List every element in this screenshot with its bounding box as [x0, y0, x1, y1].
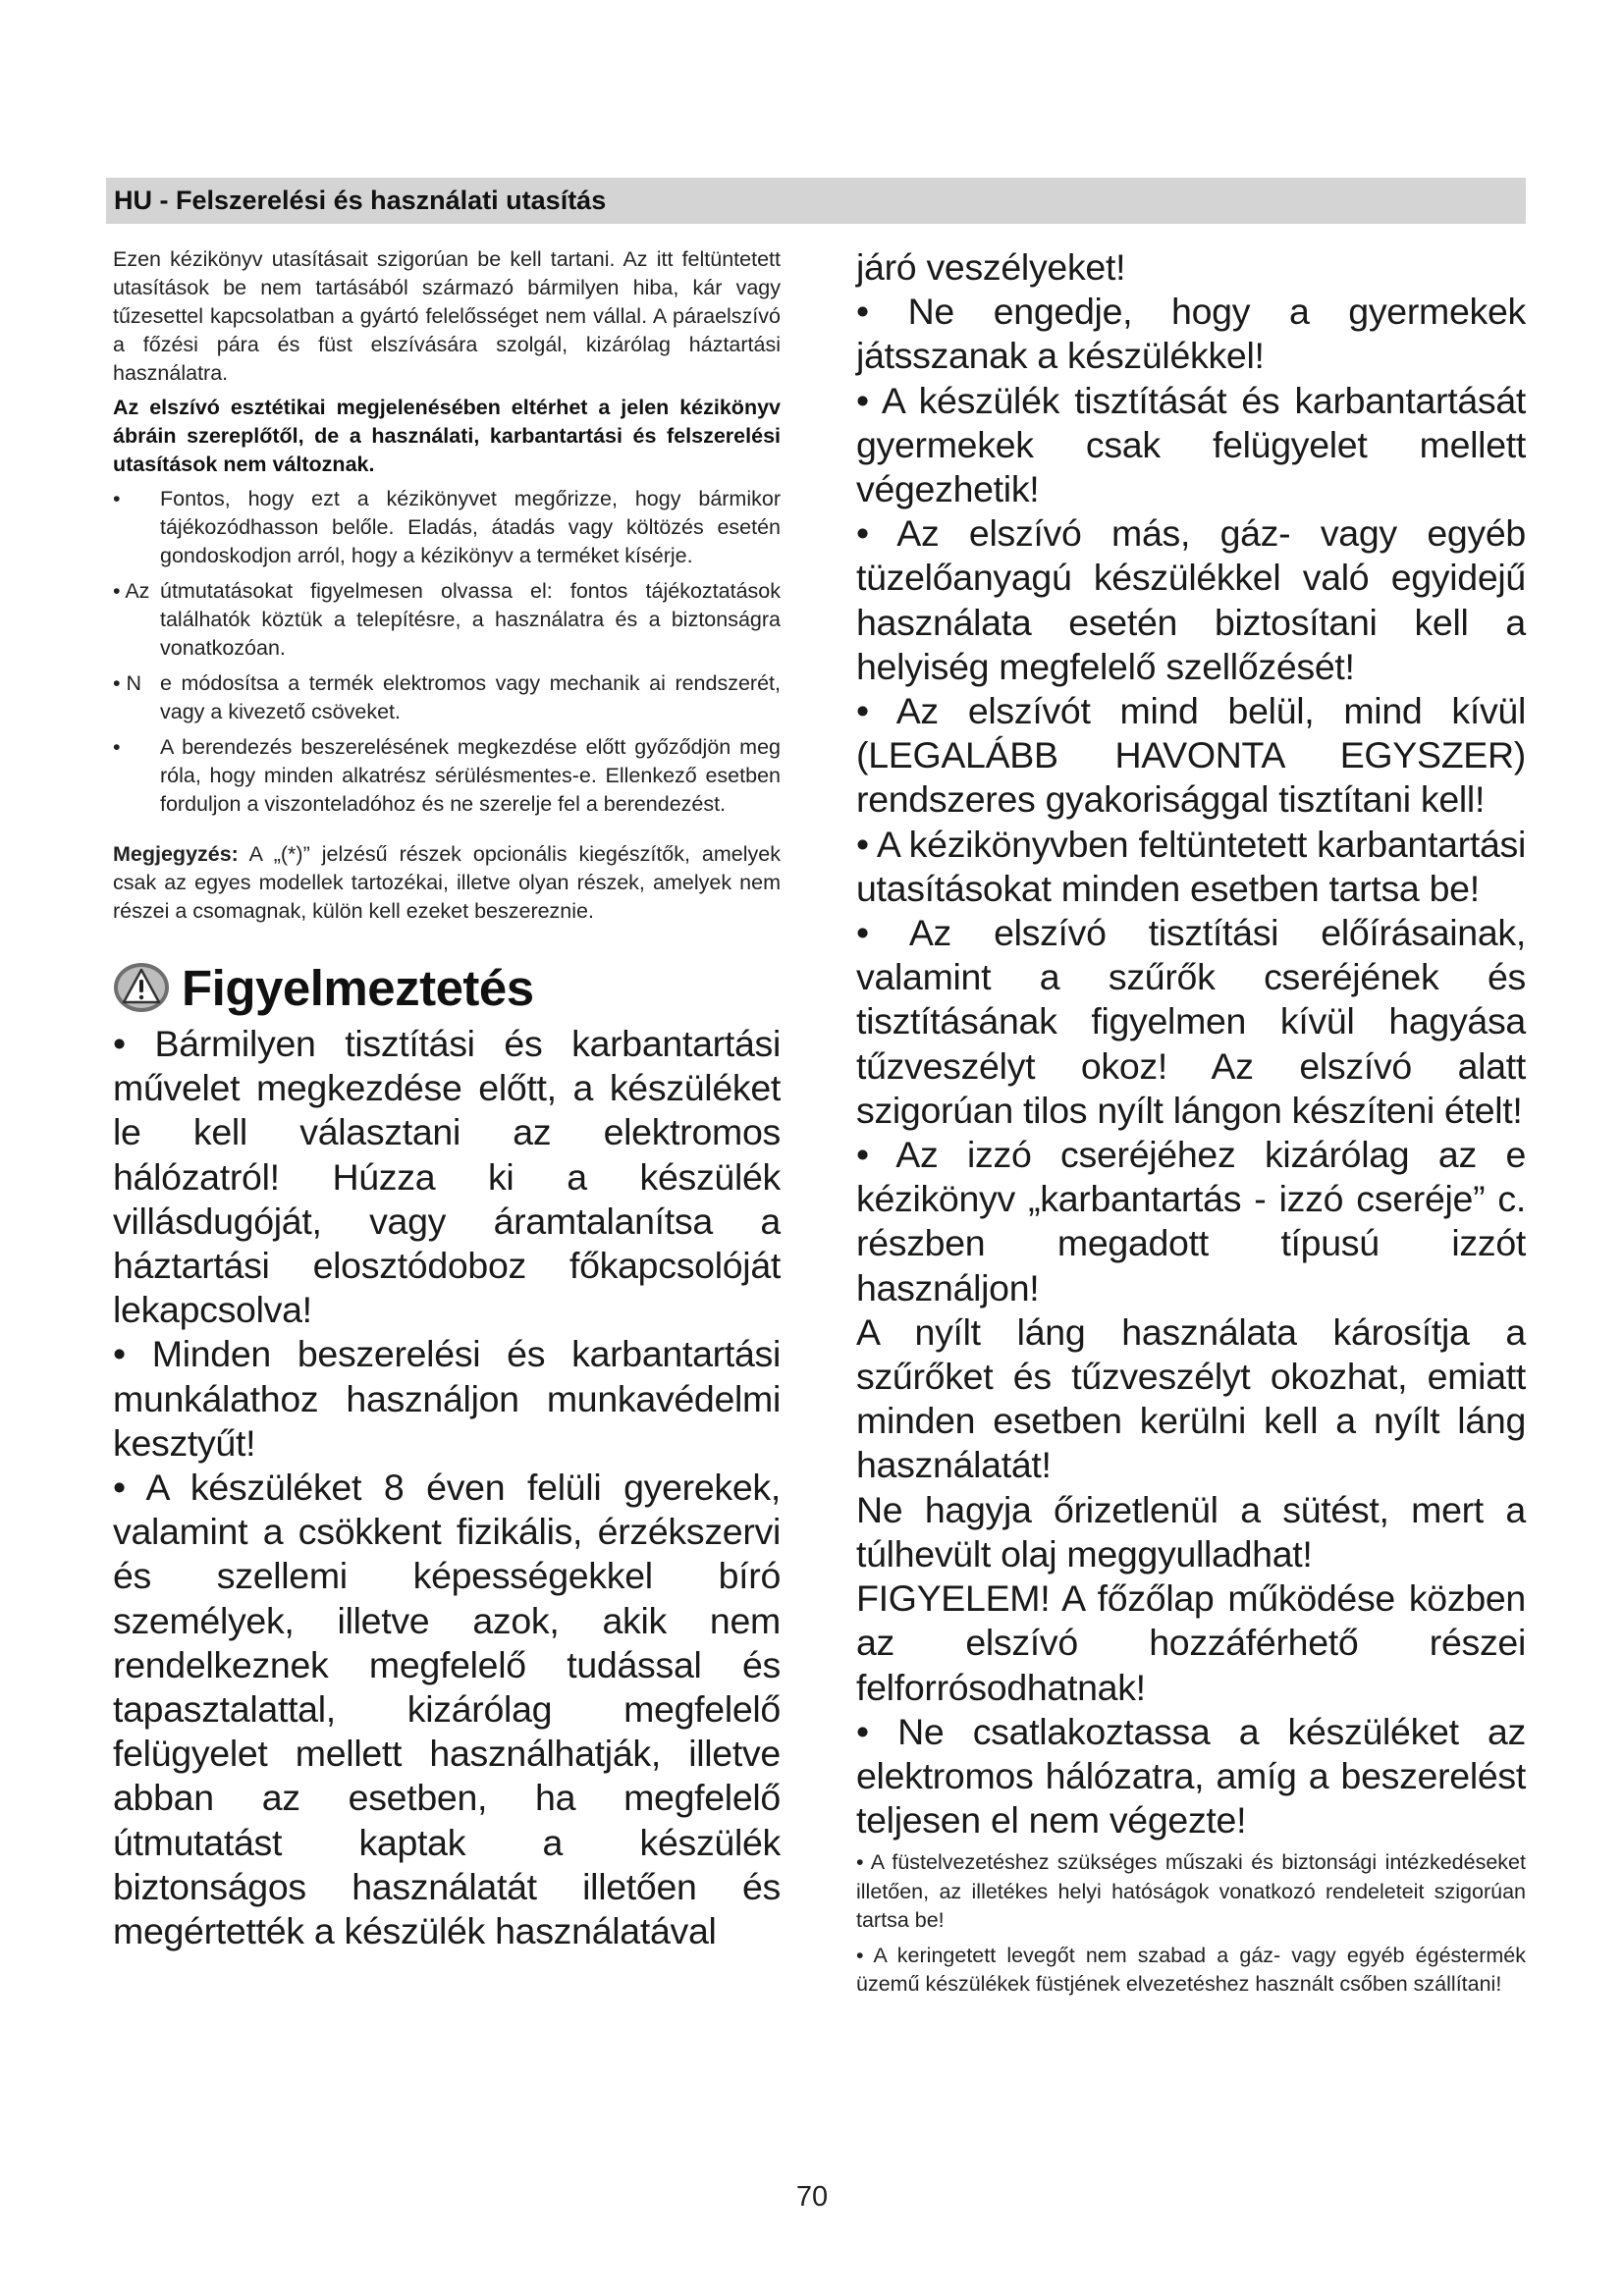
bold-note: Az elszívó esztétikai megjelenésében eltérhet a jelen kézikönyv ábráin szereplőtől, de a használati, karbantartási és felszerelési utasítások nem változnak. — [113, 396, 781, 476]
small-paragraph: • A füstelvezetéshez szükséges műszaki és biztonsági intézkedéseket illetően, az illetékes helyi hatóságok vonatkozó rendeleteit szigorúan tartsa be! — [856, 1850, 1526, 1933]
bullet-mark: • — [113, 487, 121, 510]
warning-paragraph: • Minden beszerelési és karbantartási munkálathoz használjon munkavédelmi kesztyűt! — [113, 1333, 781, 1464]
list-item — [113, 669, 781, 726]
warning-paragraph: • Az elszívó tisztítási előírásainak, valamint a szűrők cseréjének és tisztításának figyelmen kívül hagyása tűzveszélyt okoz! Az elszívó alatt szigorúan tilos nyílt lángon készíteni ételt! — [856, 912, 1526, 1131]
note-label: Megjegyzés: — [113, 842, 239, 866]
warning-paragraph: Ne hagyja őrizetlenül a sütést, mert a túlhevült olaj meggyulladhat! — [856, 1488, 1526, 1575]
warning-paragraph: • A készüléket 8 éven felüli gyerekek, valamint a csökkent fizikális, érzékszervi és szellemi képességekkel bíró személyek, illetve azok, akik nem rendelkeznek megfelelő tudással és tapasztalattal, kizárólag megfelelő felügyelet mellett használhatják, illetve abban az esetben, ha megfelelő útmutatást kaptak a készülék biztonságos használatát illetően és megértették a készülék használatával — [113, 1467, 781, 1952]
warning-paragraph: • Az izzó cseréjéhez kizárólag az e kézikönyv „karbantartás - izzó cseréje” c. részben megadott típusú izzót használjon! — [856, 1134, 1526, 1308]
warning-paragraph: • Bármilyen tisztítási és karbantartási művelet megkezdése előtt, a készüléket le kell választani az elektromos hálózatról! Húzza ki a készülék villásdugóját, vagy áramtalanítsa a háztartási elosztódoboz főkapcsolóját lekapcsolva! — [113, 1023, 781, 1331]
intro-paragraph: Ezen kézikönyv utasításait szigorúan be kell tartani. Az itt feltüntetett utasítások be nem tartásából származó bármilyen hiba, kár vagy tűzesettel kapcsolatban a gyártó felelősséget nem vállal. A páraelszívó a főzési pára és füst elszívására szolgál, kizárólag háztartási használatra. — [113, 247, 781, 385]
section-header: HU - Felszerelési és használati utasítás — [106, 178, 1526, 224]
list-item-text: A berendezés beszerelésének megkezdése előtt győződjön meg róla, hogy minden alkatrész sérülésmentes-e. Ellenkező esetben forduljon a viszonteladóhoz és ne szerelje fel a berendezést. — [160, 735, 781, 816]
right-column — [856, 245, 1526, 2000]
list-item-text: e módosítsa a termék elektromos vagy mechanik ai rendszerét, vagy a kivezető csöveket. — [160, 671, 781, 723]
list-item — [113, 577, 781, 663]
warning-paragraph: • A készülék tisztítását és karbantartását gyermekek csak felügyelet mellett végezhetik! — [856, 379, 1526, 510]
list-item — [113, 485, 781, 570]
warning-paragraph: • A kézikönyvben feltüntetett karbantartási utasításokat minden esetben tartsa be! — [856, 823, 1526, 909]
instruction-list — [113, 485, 781, 819]
page-number: 70 — [795, 2181, 829, 2213]
list-item-text: útmutatásokat figyelmesen olvassa el: fontos tájékoztatások találhatók köztük a telepítésre, a használatra és a biztonságra vonatkozóan. — [160, 579, 781, 660]
bullet-mark: • Az — [113, 579, 150, 603]
note-paragraph — [113, 840, 781, 926]
warning-paragraph: FIGYELEM! A főzőlap működése közben az elszívó hozzáférhető részei felforrósodhatnak! — [856, 1577, 1526, 1708]
note-text: A „(*)” jelzésű részek opcionális kiegészítők, amelyek csak az egyes modellek tartozékai, illetve olyan részek, amelyek nem részei a csomagnak, külön kell ezeket beszereznie. — [113, 842, 781, 923]
warning-icon — [113, 962, 170, 1013]
warning-paragraph: • Ne csatlakoztassa a készüléket az elektromos hálózatra, amíg a beszerelést teljesen el nem végezte! — [856, 1710, 1526, 1842]
left-column — [113, 245, 781, 1953]
warning-heading — [113, 953, 781, 1022]
warning-paragraph: • Az elszívót mind belül, mind kívül (LEGALÁBB HAVONTA EGYSZER) rendszeres gyakorisággal tisztítani kell! — [856, 690, 1526, 821]
list-item-text: Fontos, hogy ezt a kézikönyvet megőrizze, hogy bármikor tájékozódhasson belőle. Eladás, átadás vagy költözés esetén gondoskodjon arról, hogy a kézikönyv a terméket kísérje. — [160, 487, 781, 567]
warning-title: Figyelmeztetés — [182, 959, 534, 1016]
small-paragraph: • A keringetett levegőt nem szabad a gáz- vagy egyéb égéstermék üzemű készülékek füstjének elvezetéshez használt csőben szállítani! — [856, 1943, 1526, 1997]
warning-paragraph: • Ne engedje, hogy a gyermekek játsszanak a készülékkel! — [856, 291, 1526, 377]
warning-paragraph: • Az elszívó más, gáz- vagy egyéb tüzelőanyagú készülékkel való egyidejű használata esetén biztosítani kell a helyiség megfelelő szellőzését! — [856, 512, 1526, 687]
bullet-mark: • — [113, 735, 121, 759]
list-item — [113, 733, 781, 819]
warning-paragraph: járó veszélyeket! — [856, 246, 1126, 288]
warning-paragraph: A nyílt láng használata károsítja a szűrőket és tűzveszélyt okozhat, emiatt minden esetben kerülni kell a nyílt láng használatát! — [856, 1310, 1526, 1486]
bullet-mark: • N — [113, 671, 142, 695]
